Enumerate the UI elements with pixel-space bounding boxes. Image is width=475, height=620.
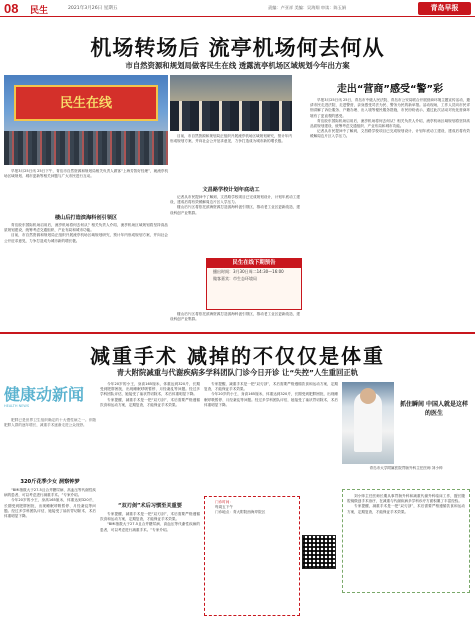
story3-subheadline: 青大附院减重与代谢疾病多学科团队门诊今日开诊 让“失控”人生重回正轨 <box>116 368 359 377</box>
health-brand-en: HEALTH NEWS <box>4 404 30 408</box>
story3-col1: “BMI指数大于27.5且合并糖尿病、高血压等代谢性疾病的患者，可以考虑进行减重手术。”专家介绍。 今年20岁的小王，身高165厘米，体重达到320斤，长期受到肥胖困扰，出现睡眠呼吸暂停、月经紊乱等问题。经过多学科团队评估，她接受了袖状胃切除术，术后体重明显下降。 <box>4 488 96 519</box>
story1-intro: 早报3月25日讯 25日下午，青岛市自然资源和规划局相关负责人做客“上海芳智好经理”，就流亭机场区域规划、城市更新等相关问题与广大市民进行互动。 <box>4 169 168 179</box>
story3-lead: 肥胖已是世界卫生组织确定的十大慢性病之一。伴随肥胖人群的逐年增长，减重手术逐渐走进公众视野。 <box>4 418 96 428</box>
story1-subhead-2: 楼山后打造滨海科创引领区 <box>54 215 118 221</box>
story1-caption: 文昌路学校计划年底动工 <box>202 187 260 193</box>
program-guest: 做客嘉宾：市生态环境局 <box>213 276 257 281</box>
banner-text: 民生在线 <box>59 96 112 111</box>
story3-headline: 减重手术 减掉的不仅仅是体重 <box>90 344 385 368</box>
page-number: 08 <box>4 1 19 16</box>
officials-photo <box>170 75 292 131</box>
story1-body-3: 记者从市民提问中了解到，文昌路学校项目已完成规划设计，计划年底动工建设，建成后将有效缓解周边片区入学压力。 楼山后片区将依托滨海资源打造滨海科创引领区，推动老工业区更新改造，建设科创产业集群。 <box>170 195 300 215</box>
doctor-profile-box: 刘小帅主任医师长期从事胃肠外科和减重代谢外科临床工作，擅长腹腔镜微创手术治疗，在减重与代谢疾病多学科诊疗方面积累了丰富经验。 专家提醒，减重手术是一把“双刃剑”，术后需要严格遵循饮食和运动方案，定期复查，才能保证手术效果。 <box>342 489 470 593</box>
story1-subheadline: 市自然资源和规划局做客民生在线 透露流亭机场区域规划今年出方案 <box>125 61 350 70</box>
issue-date: 2021年3月26日 星期五 <box>68 6 118 11</box>
story2-headline: 走出“营商”感受“警”彩 <box>336 84 444 95</box>
doctor-photo <box>342 382 394 464</box>
qr-code <box>302 535 336 569</box>
program-preview-box <box>206 258 302 310</box>
officials-image <box>170 101 292 131</box>
program-preview-title: 民生在线下期预告 <box>207 259 301 268</box>
clinic-info-box: 门诊时间： 每周五下午 门诊地点：青大附院西海岸院区 <box>204 496 300 616</box>
newspaper-logo: 青岛早报 <box>418 2 471 15</box>
story3-section-head-2: “双刃剑”术后习惯至关重要 <box>118 503 182 509</box>
banner <box>14 85 158 121</box>
story1-headline: 机场转场后 流亭机场何去何从 <box>90 36 385 60</box>
health-news-brand <box>4 382 96 416</box>
story3-col2: 今年20岁的小王，身高165厘米，体重达到320斤，长期受到肥胖困扰，出现睡眠呼吸暂停、月经紊乱等问题。经过多学科团队评估，她接受了袖状胃切除术，术后体重明显下降。 专家提醒，减重手术是一把“双刃剑”，术后需要严格遵循饮食和运动方案，定期复查，才能保证手术效果。 <box>100 382 200 407</box>
page-header <box>0 0 475 17</box>
story3-col3: 专家提醒，减重手术是一把“双刃剑”，术后需要严格遵循饮食和运动方案，定期复查，才能保证手术效果。 今年20岁的小王，身高165厘米，体重达到320斤，长期受到肥胖困扰，出现睡眠呼吸暂停、月经紊乱等问题。经过多学科团队评估，她接受了袖状胃切除术，术后体重明显下降。 <box>204 382 338 407</box>
story2-body: 早报3月25日讯 25日，青岛市中级人民法院、青岛市公安局联合开展营商环境主题宣传活动，邀请市民走进法院、走进警营，亲身感受司法为民、警务为民的新举措。活动现场，工作人员向市民详细讲解了诉讼服务、户籍办理、出入境等便民服务措施，市民纷纷表示，通过此次活动对优化营商环境有了更直观的感受。 青岛胶东国际机场启用后，流亭机场将何去何从？相关负责人介绍，流亭机场区域规划将坚持高品质规划建设，统筹考虑交通组织、产业布局和城市功能。 记者从市民提问中了解到，文昌路学校项目已完成规划设计，计划年底动工建设，建成后将有效缓解周边片区入学压力。 <box>310 98 470 139</box>
section-title: 民生 <box>30 6 49 16</box>
health-brand-text: 健康动新闻 <box>4 385 85 404</box>
doctor-column-title: 抓住瞬间 中国人就是这样的医生 <box>399 401 469 417</box>
story1-body-middle: 目前，市自然资源和规划局正组织开展流亭机场区域规划研究，预计年内形成规划方案，并向社会公开征求意见，力争打造成为城市新的增长极。 <box>170 134 292 144</box>
section-divider <box>0 332 475 334</box>
story3-section-head: 320斤花季少女 洞察钟梦 <box>20 479 80 485</box>
story1-body-4: 楼山后片区将依托滨海资源打造滨海科创引领区，推动老工业区更新改造，建设科创产业集群。 <box>170 312 300 322</box>
program-broadcast-time: 播出时间：3月30日周二14:30—16:00 <box>213 269 284 274</box>
story1-body-left: 青岛胶东国际机场启用后，流亭机场将何去何从？相关负责人介绍，流亭机场区域规划将坚持高品质规划建设，统筹考虑交通组织、产业布局和城市功能。 目前，市自然资源和规划局正组织开展流亭机场区域规划研究，预计年内形成规划方案，并向社会公开征求意见，力争打造成为城市新的增长极。 <box>4 223 168 243</box>
audience-image <box>4 131 168 165</box>
doctor-head <box>360 388 376 404</box>
story3-col2b: 专家提醒，减重手术是一把“双刃剑”，术后需要严格遵循饮食和运动方案，定期复查，才能保证手术效果。 “BMI指数大于27.5且合并糖尿病、高血压等代谢性疾病的患者，可以考虑进行减重手术。”专家介绍。 <box>100 512 200 532</box>
editor-credits: 责编：卢亚祥 美编：吴海翔 审读：陈玉娟 <box>268 5 347 10</box>
event-photo <box>4 75 168 165</box>
doctor-photo-caption: 青岛市大学附属医院胃肠外科主任医师 刘小帅 <box>369 466 443 470</box>
